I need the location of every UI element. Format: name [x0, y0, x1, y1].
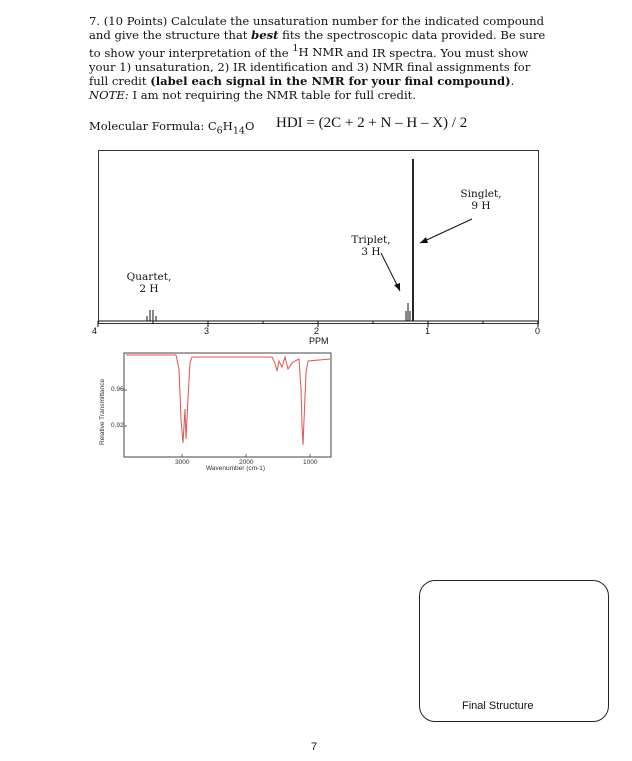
ir-spectrum: [96, 349, 336, 475]
nmr-tick-label-2: 2: [314, 326, 320, 336]
nmr-axis-label: PPM: [309, 336, 329, 346]
ir-x-tick-2000: 2000: [239, 459, 254, 466]
question-number: 7.: [89, 14, 101, 28]
ir-y-label: Relative Transmittance: [99, 378, 106, 445]
nmr-tick-label-1: 1: [425, 326, 431, 336]
molecular-formula: Molecular Formula: $C_6H_{14}O$: [89, 119, 255, 137]
singlet-label: [456, 188, 506, 212]
nmr-tick-label-3: 3: [204, 326, 210, 336]
nmr-tick-label-4: 4: [92, 326, 98, 336]
ir-trace: [126, 355, 330, 445]
quartet-label: [125, 271, 173, 295]
singlet-arrow-head: [420, 237, 428, 243]
singlet-arrow: [420, 219, 472, 243]
question-points: (10 Points): [103, 14, 168, 28]
ir-y-tick-092: 0.92: [111, 422, 124, 429]
quartet-label-text: Quartet,: [126, 271, 172, 283]
ir-x-tick-1000: 1000: [303, 459, 318, 466]
question-text: [89, 14, 551, 103]
question-part: .: [510, 74, 515, 89]
nmr-quartet-peak: [147, 310, 156, 321]
best-emphasis: best: [251, 28, 279, 43]
hdi-formula: HDI = (2C + 2 + N – H – X) / 2: [276, 115, 468, 131]
final-structure-label: Final Structure: [462, 700, 534, 712]
page-number: 7: [311, 741, 318, 753]
nmr-spectrum: [90, 145, 550, 345]
triplet-arrow-head: [394, 283, 400, 291]
ir-x-tick-3000: 3000: [175, 459, 190, 466]
singlet-label-text: Singlet,: [460, 188, 502, 200]
nmr-tick-label-0: 0: [535, 326, 541, 336]
question-part: I am not requiring the NMR table for full credit.: [128, 88, 416, 103]
h1-nmr-term: $^1$H NMR: [292, 43, 344, 60]
triplet-count: 3 H: [361, 246, 381, 258]
ir-x-label: Wavenumber (cm-1): [206, 465, 265, 472]
question-part: Calculate the unsaturation number for the indicated compound and give the structure that: [89, 14, 545, 43]
singlet-count: 9 H: [471, 200, 491, 212]
nmr-triplet-peak: [406, 303, 410, 321]
question-part: and IR spectra. You must show your 1) unsaturation, 2) IR identification and 3) NMR final assignments for full credit: [89, 45, 531, 89]
label-signals-emphasis: (label each signal in the NMR for your final compound): [150, 74, 511, 89]
question-part: fits the spectroscopic data provided. Be sure to show your interpretation of the: [89, 28, 546, 60]
quartet-count: 2 H: [139, 283, 159, 295]
ir-y-tick-096: 0.96: [111, 386, 124, 393]
triplet-label-text: Triplet,: [351, 234, 391, 246]
triplet-label: [347, 234, 395, 258]
note-label: NOTE:: [89, 88, 129, 103]
